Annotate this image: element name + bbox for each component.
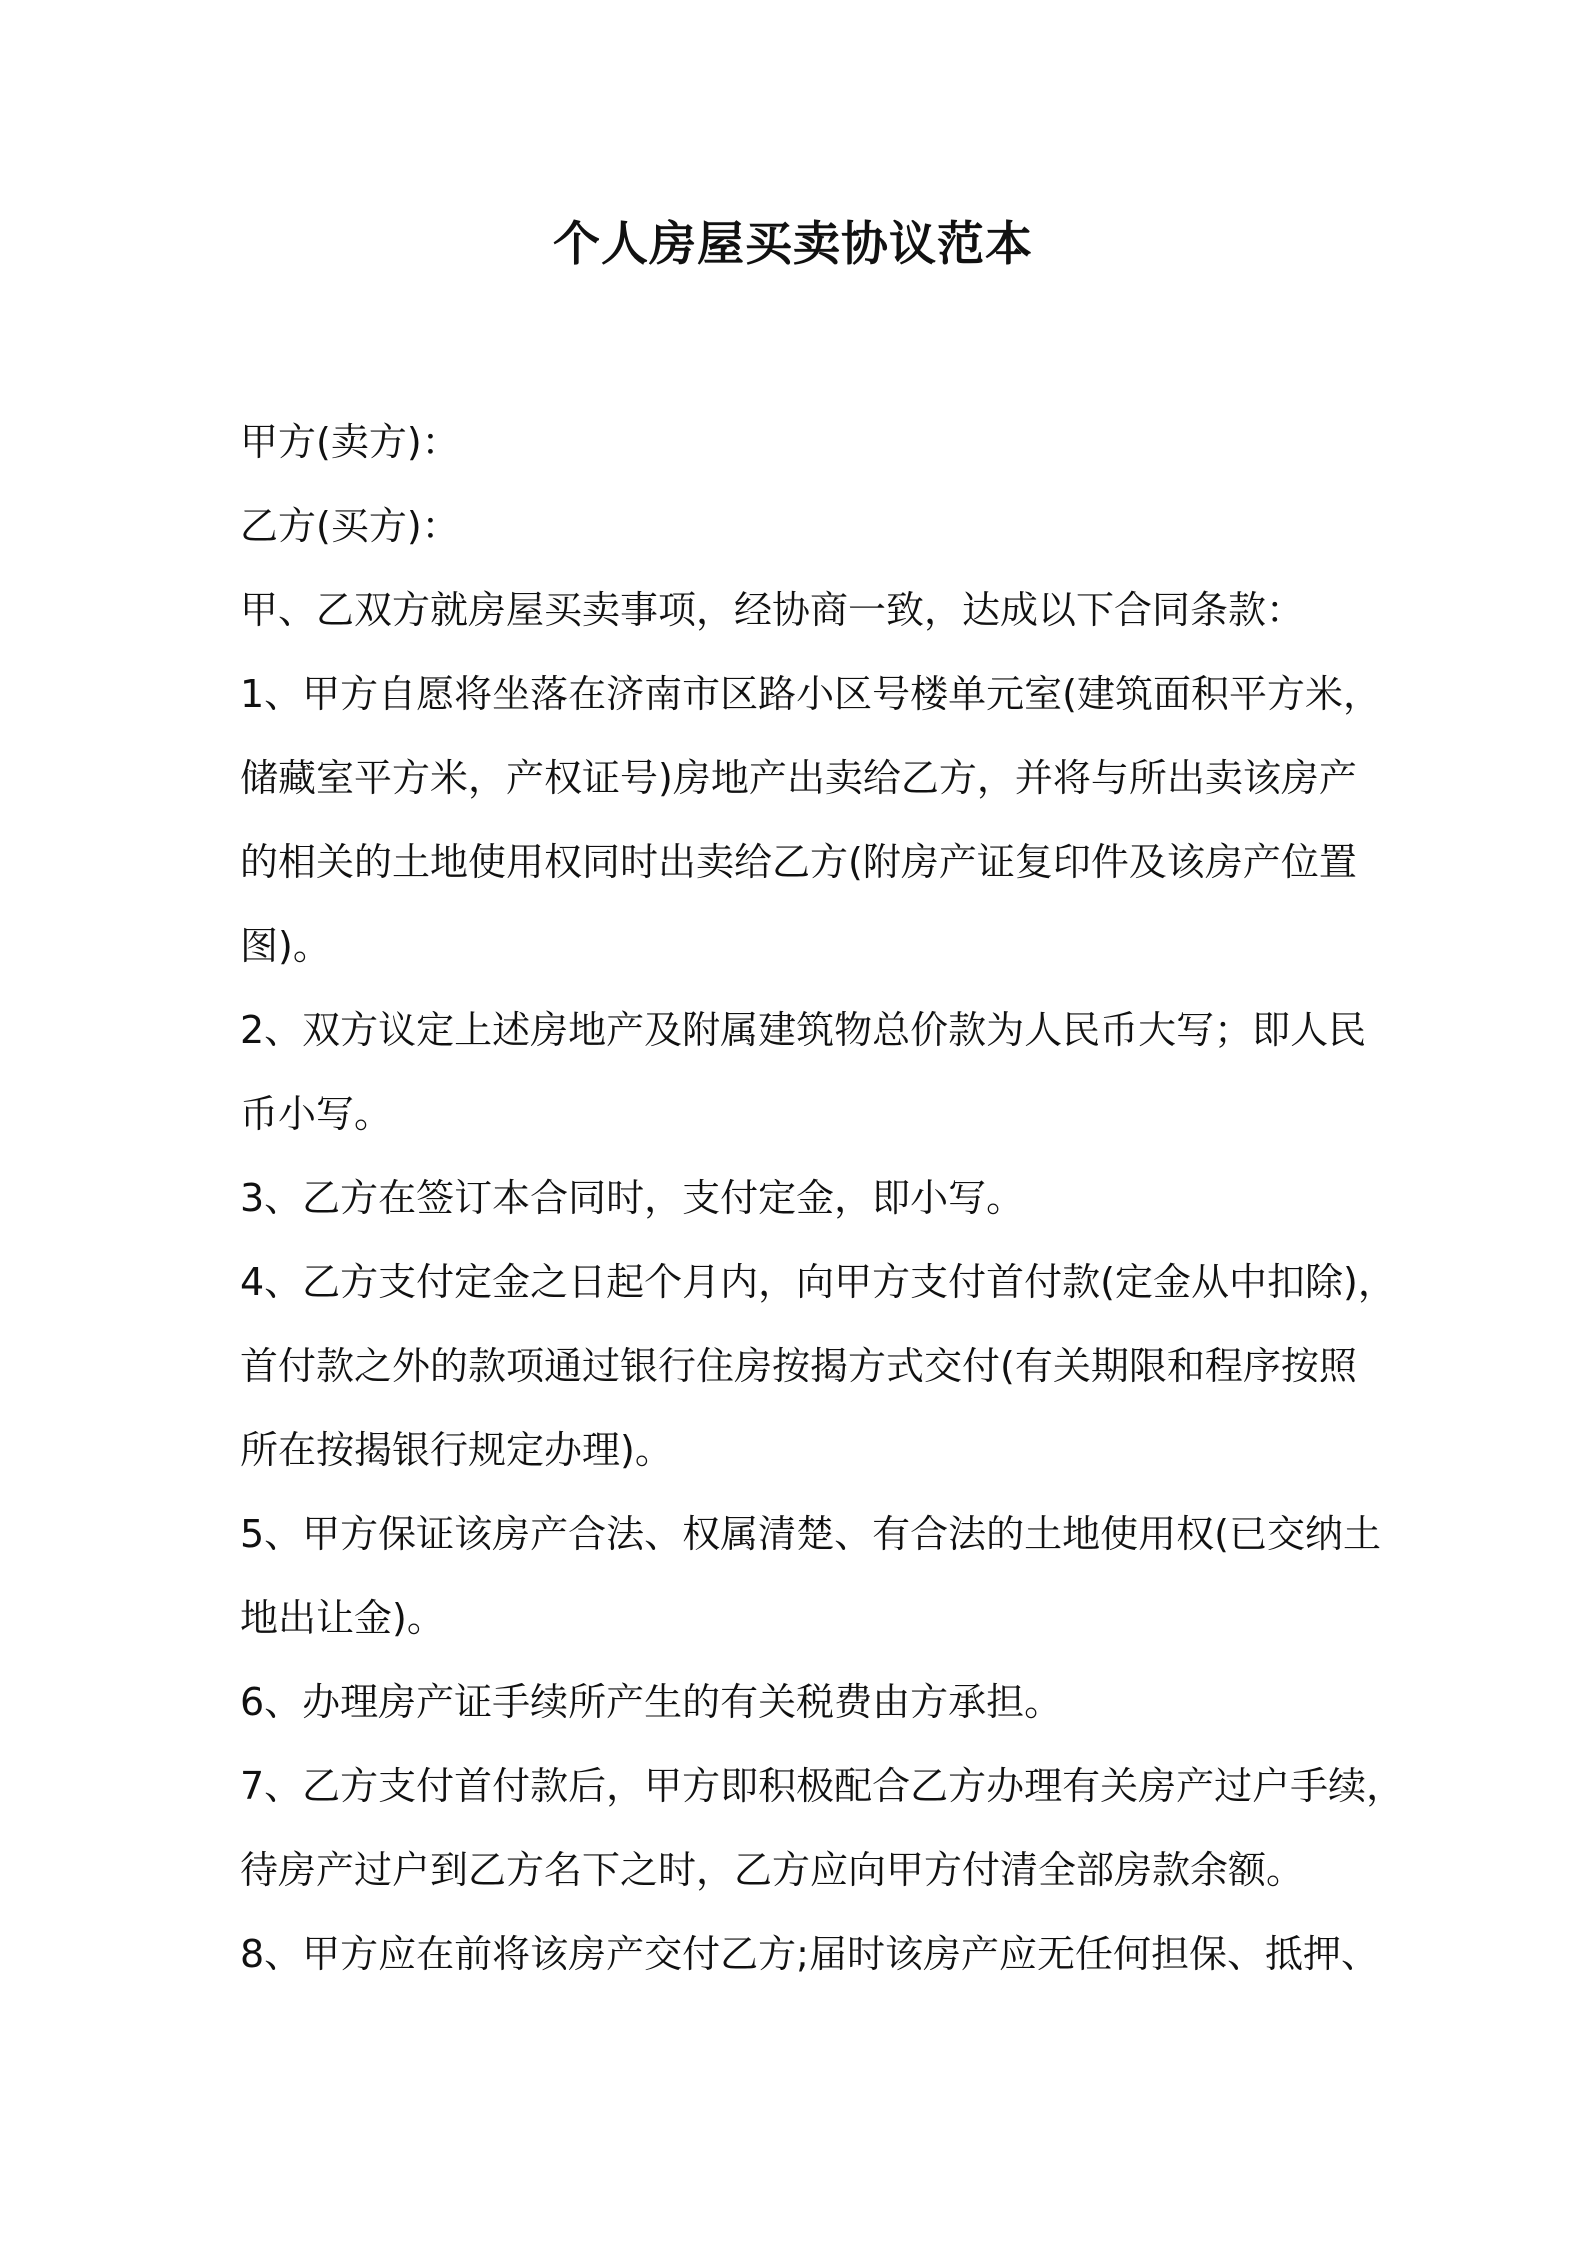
clause-6-line-1: 6、办理房产证手续所产生的有关税费由方承担。 bbox=[240, 1680, 1063, 1724]
preamble-line: 甲、乙双方就房屋买卖事项，经协商一致，达成以下合同条款： bbox=[240, 588, 1305, 632]
clause-4-line-2: 首付款之外的款项通过银行住房按揭方式交付(有关期限和程序按照 bbox=[240, 1344, 1357, 1388]
clause-3-line-1: 3、乙方在签订本合同时，支付定金，即小写。 bbox=[240, 1176, 1025, 1220]
clause-1-line-4: 图)。 bbox=[240, 924, 331, 968]
clause-5-line-2: 地出让金)。 bbox=[240, 1596, 445, 1640]
clause-7-line-2: 待房产过户到乙方名下之时，乙方应向甲方付清全部房款余额。 bbox=[240, 1848, 1305, 1892]
clause-8-line-1: 8、甲方应在前将该房产交付乙方;届时该房产应无任何担保、抵押、 bbox=[240, 1932, 1379, 1976]
clause-1-line-2: 储藏室平方米，产权证号)房地产出卖给乙方，并将与所出卖该房产 bbox=[240, 756, 1357, 800]
clause-2-line-1: 2、双方议定上述房地产及附属建筑物总价款为人民币大写；即人民 bbox=[240, 1008, 1367, 1052]
clause-1-line-3: 的相关的土地使用权同时出卖给乙方(附房产证复印件及该房产位置 bbox=[240, 840, 1357, 884]
clause-7-line-1: 7、乙方支付首付款后，甲方即积极配合乙方办理有关房产过户手续， bbox=[240, 1764, 1405, 1808]
party-b-line: 乙方(买方)： bbox=[240, 504, 460, 548]
clause-4-line-3: 所在按揭银行规定办理)。 bbox=[240, 1428, 673, 1472]
clause-1-line-1: 1、甲方自愿将坐落在济南市区路小区号楼单元室(建筑面积平方米， bbox=[240, 672, 1382, 716]
document-body bbox=[240, 400, 1405, 1996]
clause-2-line-2: 币小写。 bbox=[240, 1092, 393, 1136]
clause-5-line-1: 5、甲方保证该房产合法、权属清楚、有合法的土地使用权(已交纳土 bbox=[240, 1512, 1382, 1556]
party-a-line: 甲方(卖方)： bbox=[240, 420, 460, 464]
document-title: 个人房屋买卖协议范本 bbox=[553, 217, 1033, 272]
clause-4-line-1: 4、乙方支付定金之日起个月内，向甲方支付首付款(定金从中扣除)， bbox=[240, 1260, 1396, 1304]
